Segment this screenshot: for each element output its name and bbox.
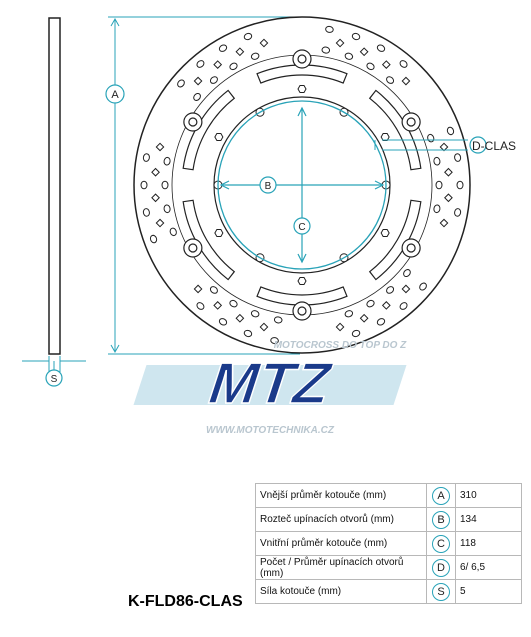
carrier-bobbin-hole xyxy=(189,118,197,126)
badge-a-label: A xyxy=(111,89,119,101)
spec-badge: S xyxy=(432,583,450,601)
badge-b-label: B xyxy=(264,181,272,192)
spec-value: 5 xyxy=(456,580,522,604)
drill-hole xyxy=(274,316,283,323)
spec-label: Vnitřní průměr kotouče (mm) xyxy=(256,532,427,556)
mtz-logo xyxy=(130,350,411,415)
spec-label: Síla kotouče (mm) xyxy=(256,580,427,604)
drill-hole xyxy=(162,181,168,189)
drill-hole xyxy=(433,157,440,166)
mtz-logo-text: MTZ xyxy=(200,350,341,416)
drill-hole xyxy=(436,181,442,189)
spec-label: Vnější průměr kotouče (mm) xyxy=(256,484,427,508)
spec-badge: C xyxy=(432,535,450,553)
drill-hole xyxy=(163,157,170,166)
mounting-hole xyxy=(381,230,389,237)
mounting-hole xyxy=(298,278,306,285)
carrier-bobbin-hole xyxy=(298,55,306,63)
carrier-bobbin-hole xyxy=(189,244,197,252)
drill-hole xyxy=(143,153,150,162)
carrier-bobbin-hole xyxy=(407,244,415,252)
drill-hole xyxy=(433,205,440,214)
mounting-hole xyxy=(215,134,223,141)
badge-s-label: S xyxy=(50,374,58,385)
spec-badge: B xyxy=(432,511,450,529)
mounting-hole xyxy=(381,134,389,141)
spec-label: Rozteč upínacích otvorů (mm) xyxy=(256,508,427,532)
spec-badge: D xyxy=(432,559,450,577)
spec-value: 310 xyxy=(456,484,522,508)
carrier-bobbin-hole xyxy=(298,307,306,315)
disc-side-profile xyxy=(49,18,60,354)
badge-d-label: D-CLAS xyxy=(472,139,517,153)
mounting-hole xyxy=(298,86,306,93)
spec-row xyxy=(256,532,522,556)
drill-hole xyxy=(141,181,147,189)
drill-hole xyxy=(454,208,461,217)
part-code: K-FLD86-CLAS xyxy=(128,593,243,610)
spec-badge: A xyxy=(432,487,450,505)
badge-c-label: C xyxy=(298,222,306,233)
spec-row xyxy=(256,580,522,604)
drill-hole xyxy=(163,205,170,214)
specs-table xyxy=(255,483,522,604)
mounting-hole xyxy=(215,230,223,237)
drill-hole xyxy=(454,153,461,162)
spec-value: 134 xyxy=(456,508,522,532)
spec-label: Počet / Průměr upínacích otvorů (mm) xyxy=(256,556,427,580)
spec-row xyxy=(256,508,522,532)
spec-value: 6/ 6,5 xyxy=(456,556,522,580)
drill-hole xyxy=(322,46,331,53)
carrier-bobbin-hole xyxy=(407,118,415,126)
watermark-url: WWW.MOTOTECHNIKA.CZ xyxy=(206,425,334,436)
watermark-top: MOTOCROSS DO TOP DO Z xyxy=(273,340,407,351)
spec-row xyxy=(256,556,522,580)
spec-row xyxy=(256,484,522,508)
drill-hole xyxy=(143,208,150,217)
drill-hole xyxy=(457,181,463,189)
drill-hole xyxy=(325,26,334,33)
spec-value: 118 xyxy=(456,532,522,556)
